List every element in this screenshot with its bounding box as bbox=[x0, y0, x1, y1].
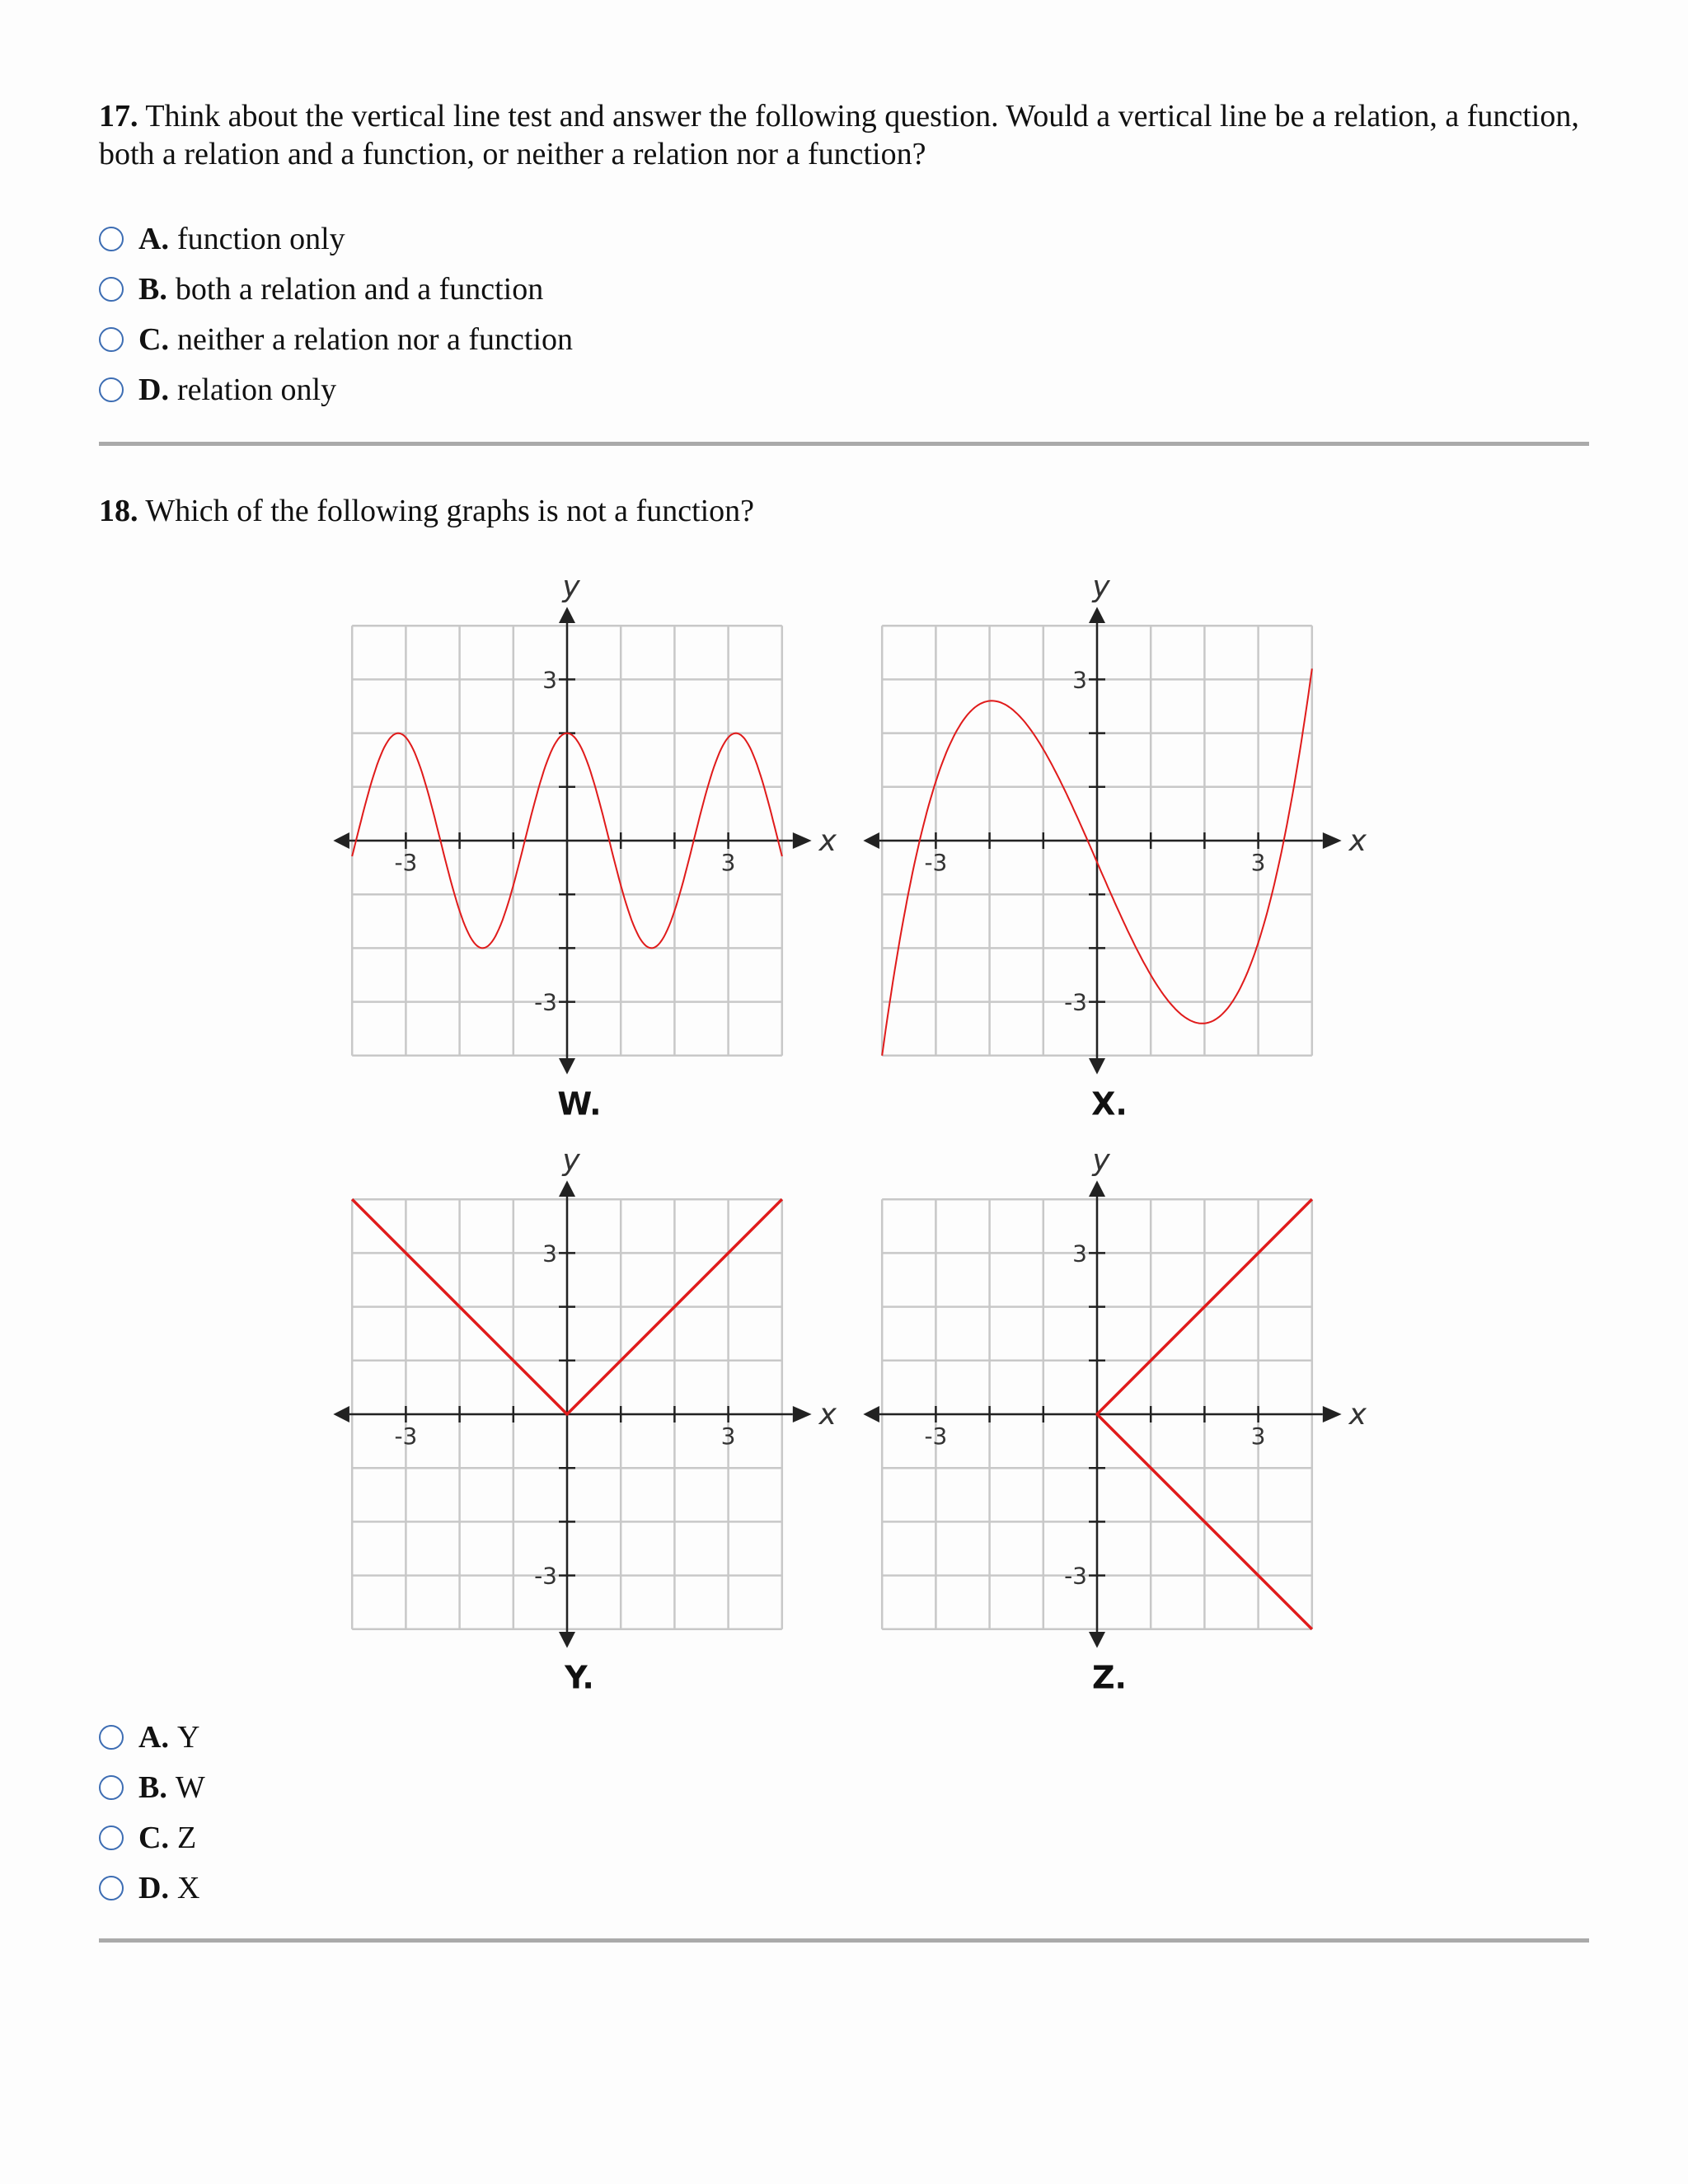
option-letter: A. bbox=[138, 1720, 169, 1755]
y-tick-label: 3 bbox=[1072, 1240, 1087, 1268]
graph-y bbox=[333, 1143, 837, 1695]
option-text: neither a relation nor a function bbox=[176, 322, 574, 357]
q18-option-d[interactable] bbox=[99, 1868, 199, 1909]
x-tick-label: -3 bbox=[924, 1422, 948, 1450]
option-text: both a relation and a function bbox=[175, 272, 544, 307]
divider bbox=[99, 1938, 1589, 1943]
y-axis-arrow-down bbox=[1089, 1632, 1105, 1648]
x-axis-arrow-left bbox=[863, 832, 879, 849]
graph-x bbox=[863, 569, 1367, 1122]
radio-button[interactable] bbox=[99, 1825, 124, 1850]
question-17-number: 17. bbox=[99, 99, 138, 134]
option-letter: A. bbox=[138, 222, 169, 256]
option-letter: C. bbox=[138, 322, 169, 357]
y-tick-label: 3 bbox=[542, 1240, 557, 1268]
x-tick-label: 3 bbox=[720, 1422, 736, 1450]
y-axis-arrow-up bbox=[1089, 607, 1105, 623]
q18-option-a[interactable] bbox=[99, 1717, 199, 1758]
y-tick-label: 3 bbox=[1072, 666, 1087, 694]
x-axis-arrow-left bbox=[333, 832, 349, 849]
x-tick-label: -3 bbox=[924, 849, 948, 876]
y-axis-label: y bbox=[562, 1143, 580, 1178]
y-axis-arrow-up bbox=[1089, 1180, 1105, 1197]
x-axis-arrow-right bbox=[1323, 832, 1342, 849]
y-axis-arrow-up bbox=[559, 607, 575, 623]
y-tick-label: 3 bbox=[542, 666, 557, 694]
option-letter: D. bbox=[138, 1871, 169, 1905]
option-text: function only bbox=[176, 222, 345, 256]
option-letter: D. bbox=[138, 373, 169, 407]
option-text: W bbox=[175, 1770, 205, 1805]
graph-label: W. bbox=[557, 1085, 602, 1122]
option-text: Y bbox=[176, 1720, 200, 1755]
question-17-text: Think about the vertical line test and answer the following question. Would a vertical line be a relation, a function, both a relation and a function, or neither a relation nor a function? bbox=[99, 99, 1579, 171]
y-axis-label: y bbox=[562, 569, 580, 604]
x-axis-label: x bbox=[1348, 1398, 1367, 1432]
graph-label: Z. bbox=[1092, 1659, 1127, 1696]
y-axis-label: y bbox=[1092, 569, 1110, 604]
radio-button[interactable] bbox=[99, 1876, 124, 1900]
graph-label: X. bbox=[1091, 1085, 1128, 1122]
x-axis-label: x bbox=[818, 824, 837, 858]
x-tick-label: 3 bbox=[1250, 1422, 1266, 1450]
option-letter: B. bbox=[138, 272, 167, 307]
x-axis-arrow-left bbox=[333, 1406, 349, 1422]
graph-w bbox=[333, 569, 837, 1122]
x-axis-arrow-right bbox=[793, 832, 812, 849]
x-tick-label: 3 bbox=[1250, 849, 1266, 876]
x-axis-label: x bbox=[818, 1398, 837, 1432]
y-axis-arrow-up bbox=[559, 1180, 575, 1197]
x-tick-label: -3 bbox=[394, 849, 418, 876]
question-18-number: 18. bbox=[99, 494, 138, 528]
y-tick-label: -3 bbox=[534, 1562, 557, 1590]
graph-label: Y. bbox=[565, 1659, 594, 1696]
option-text: relation only bbox=[176, 373, 337, 407]
y-axis-arrow-down bbox=[559, 1632, 575, 1648]
y-axis-arrow-down bbox=[1089, 1058, 1105, 1075]
option-text: X bbox=[176, 1871, 200, 1905]
y-tick-label: -3 bbox=[534, 988, 557, 1016]
y-tick-label: -3 bbox=[1064, 988, 1087, 1016]
radio-button[interactable] bbox=[99, 1775, 124, 1800]
x-tick-label: 3 bbox=[720, 849, 736, 876]
y-axis-label: y bbox=[1092, 1143, 1110, 1178]
radio-button[interactable] bbox=[99, 1725, 124, 1750]
y-tick-label: -3 bbox=[1064, 1562, 1087, 1590]
graph-z bbox=[863, 1143, 1367, 1695]
x-axis-arrow-right bbox=[1323, 1406, 1342, 1422]
q18-option-c[interactable] bbox=[99, 1817, 196, 1858]
x-tick-label: -3 bbox=[394, 1422, 418, 1450]
option-text: Z bbox=[176, 1821, 197, 1855]
x-axis-arrow-left bbox=[863, 1406, 879, 1422]
x-axis-label: x bbox=[1348, 824, 1367, 858]
question-18-text: Which of the following graphs is not a function? bbox=[145, 494, 755, 528]
q18-option-b[interactable] bbox=[99, 1767, 205, 1808]
x-axis-arrow-right bbox=[793, 1406, 812, 1422]
y-axis-arrow-down bbox=[559, 1058, 575, 1075]
option-letter: C. bbox=[138, 1821, 169, 1855]
option-letter: B. bbox=[138, 1770, 167, 1805]
